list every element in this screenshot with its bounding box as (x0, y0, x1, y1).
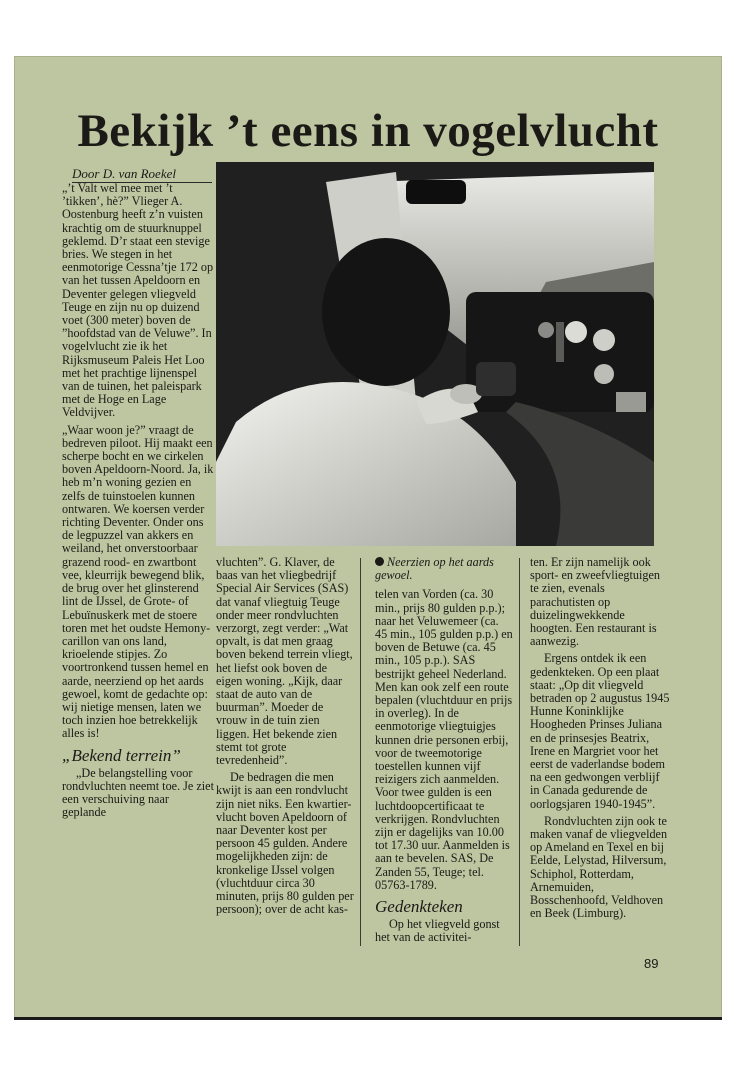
column-rule-2 (519, 558, 520, 946)
col1-paragraph-2: „Waar woon je?” vraagt de bedreven piloot. Hij maakt een scherpe bocht en we cirkelen boven Apeldoorn-Noord. Ja, ik heb m’n woning gezien en zelfs de tuinstoelen kunnen ontwaren. We koersen verder richting Deventer. Onder ons de legpuzzel van akkers en weiland, het onverstoorbaar grazend rood- en zwartbont vee, kleurrijk bewegend blik, de brug over het glinsterend lint de IJssel, de Grote- of Lebuïnuskerk met de stoere toren met het oudste Hemony-carillon van ons land, krioelende stipjes. Zo voortronkend tussen hemel en aarde, neerziend op het aards gewoel, komt de gedachte op: wij nietige mensen, laten we toch inzien hoe betrekkelijk alles is! (62, 422, 214, 741)
photo-caption (375, 556, 513, 582)
column-rule-1 (360, 558, 361, 946)
subhead-gedenkteken: Gedenkteken (375, 897, 463, 917)
col4-paragraph-3: Rondvluchten zijn ook te maken vanaf de vliegvelden op Ameland en Texel en bij Eelde, Lelystad, Hilversum, Schiphol, Rotterdam, Arnemuiden, Bosschenhoofd, Veldhoven en Beek (Limburg). (530, 813, 668, 921)
article-title: Bekijk ’t eens in vogelvlucht (77, 105, 659, 157)
column-2 (216, 556, 356, 920)
magazine-page (14, 56, 722, 1018)
col1-paragraph-3: „De belangstelling voor rondvluchten neemt toe. Je ziet een verschuiving naar geplande (62, 765, 214, 820)
col3-paragraph-2: Op het vliegveld gonst het van de activitei- (375, 917, 500, 945)
column-4 (530, 556, 670, 924)
cockpit-illustration (216, 162, 654, 546)
byline: Door D. van Roekel (72, 166, 176, 181)
cockpit-photo (216, 162, 654, 546)
col4-paragraph-2: Ergens ontdek ik een gedenkteken. Op een plaat staat: „Op dit vliegveld betraden op 2 augustus 1945 Hunne Koninklijke Hoogheden Prinses Juliana en de prinsesjes Beatrix, Irene en Margriet voor het eerst de vaderlandse bodem na een gedwongen verblijf in Canada gedurende de oorlogsjaren 1940-1945”. (530, 651, 670, 811)
col2-paragraph-1: vluchten”. G. Klaver, de baas van het vliegbedrijf Special Air Services (SAS) dat vanaf vliegtuig Teuge onder meer rondvluchten verzorgt, zegt verder: „Wat opvalt, is dat men graag boven bekend terrein vliegt, het liefst ook boven de eigen woning. „Kijk, daar staat de auto van de buurman”. Moeder de vrouw in de tuin zien liggen. Het bekende zien stemt tot grote tevredenheid”. (216, 555, 353, 768)
column-3 (375, 556, 513, 948)
column-1 (62, 182, 214, 823)
bullet-icon (375, 557, 384, 566)
photo-caption-text: Neerzien op het aards gewoel. (375, 555, 494, 583)
col3-paragraph-1: telen van Vorden (ca. 30 min., prijs 80 gulden p.p.); naar het Veluwemeer (ca. 45 min., 105 gulden p.p.) en boven de Betuwe (ca. 45 min., 105 p.p.). SAS bestrijkt geheel Nederland. Men kan ook zelf een route bepalen (vluchtduur en prijs in overleg). In de eenmotorige vliegtuigjes kunnen drie personen erbij, voor de tweemotorige toestellen kunnen vijf reizigers zich aanmelden. Voor twee gulden is een luchtdoopcertificaat te verkrijgen. Rondvluchten zijn er dagelijks van 10.00 tot 17.30 uur. Aanmelden is aan te bevelen. SAS, De Zanden 55, Teuge; tel. 05763-1789. (375, 587, 513, 892)
subhead-bekend-terrein: „Bekend terrein” (62, 745, 181, 765)
page-number: 89 (644, 956, 659, 971)
col1-paragraph-1: „’t Valt wel mee met ’t ’tikken’, hè?” Vlieger A. Oostenburg heeft z’n vuisten krachtig om de stuurknuppel geklemd. D’r staat een stevige bries. We stegen in het eenmotorige Cessna’tje 172 op van het tussen Apeldoorn en Deventer gelegen vliegveld Teuge en zijn nu op duizend voet (300 meter) boven de ”hoofdstad van de Veluwe”. In vogelvlucht zie ik het Rijksmuseum Paleis Het Loo met het prachtige lijnenspel van de tuinen, het paleispark met de Hoge en Lage Veldvijver. (62, 181, 214, 420)
col2-paragraph-2: De bedragen die men kwijt is aan een rondvlucht zijn niet niks. Een kwartier-vlucht boven Apeldoorn of naar Deventer kost per persoon 45 gulden. Andere mogelijkheden zijn: de kronkelige IJssel volgen (vluchtduur circa 30 minuten, prijs 80 gulden per persoon); over de acht kas- (216, 770, 354, 917)
page-bottom-edge (14, 1017, 722, 1020)
col4-paragraph-1: ten. Er zijn namelijk ook sport- en zweefvliegtuigen te zien, evenals parachutisten op duizelingwekkende hoogten. Een restaurant is aanwezig. (530, 555, 660, 649)
